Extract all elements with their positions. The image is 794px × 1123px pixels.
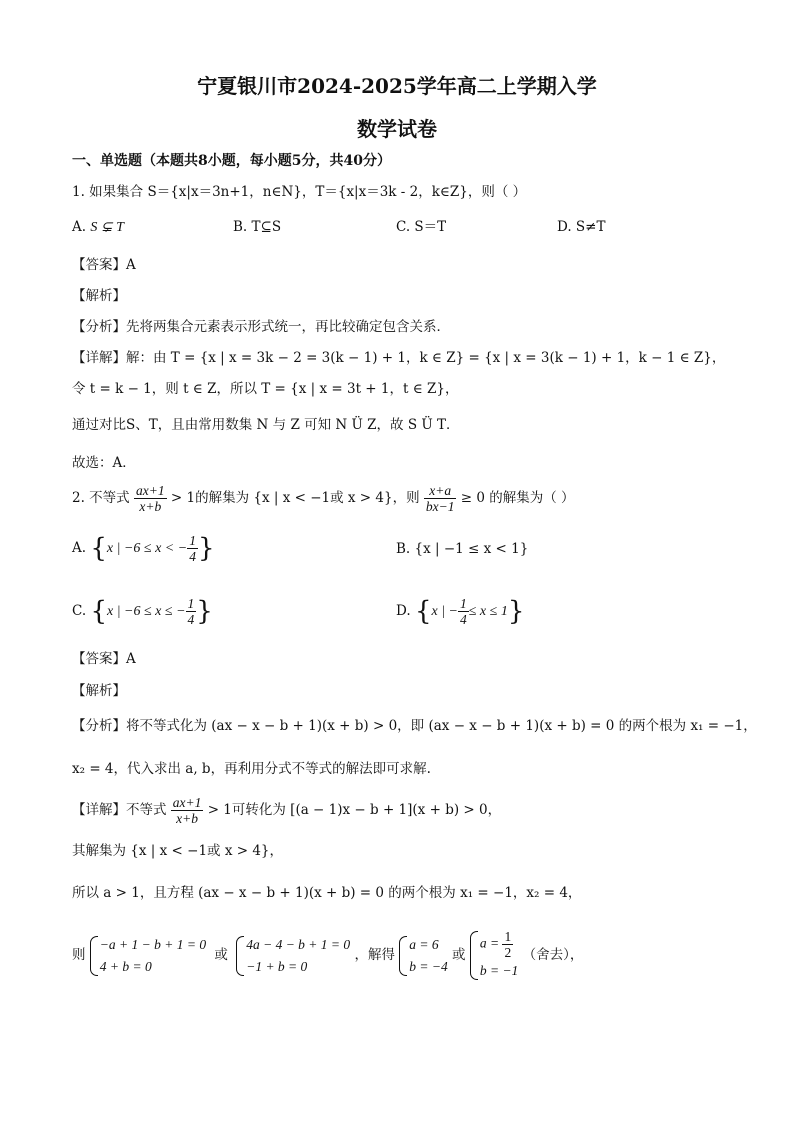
q2-detail-line1 bbox=[72, 790, 501, 830]
q2-option-d-post: ≤ x ≤ 1 bbox=[468, 604, 508, 619]
q2-option-c-text: x | −6 ≤ x ≤ − bbox=[106, 604, 186, 619]
q1-fenxi bbox=[72, 318, 450, 336]
system-row: 4a − 4 − b + 1 = 0 bbox=[246, 936, 351, 952]
frac-num: ax+1 bbox=[172, 795, 202, 810]
q2-stem bbox=[72, 478, 575, 518]
brace-left: { bbox=[90, 596, 107, 627]
frac-den: bx−1 bbox=[425, 499, 455, 514]
detail-text: 不等式 bbox=[126, 802, 167, 818]
fenxi-tag: 【分析】 bbox=[72, 718, 126, 734]
answer-tag: 【答案】 bbox=[72, 257, 126, 273]
system-row: b = −1 bbox=[479, 963, 519, 978]
frac-den: 4 bbox=[460, 612, 467, 627]
jiede-text: ，解得 bbox=[354, 947, 395, 963]
system-row: −a + 1 − b + 1 = 0 bbox=[99, 936, 207, 952]
q2-stem-part1: 2. 不等式 bbox=[72, 490, 130, 506]
q2-option-a-text: x | −6 ≤ x < − bbox=[106, 541, 188, 556]
q2-stem-part2: > 1的解集为 {x | x < −1或 x > 4}，则 bbox=[170, 490, 420, 506]
system-row-lhs: a = bbox=[479, 935, 500, 951]
system-row: 4 + b = 0 bbox=[99, 958, 152, 974]
frac-den: 4 bbox=[189, 549, 196, 564]
system-1 bbox=[90, 934, 206, 978]
q1-detail-line4: 故选：A． bbox=[72, 455, 136, 471]
discard-text: （舍去）， bbox=[522, 947, 584, 963]
q2-detail-fraction bbox=[171, 795, 204, 826]
q1-option-a bbox=[72, 218, 124, 237]
q2-analysis-tag: 【解析】 bbox=[72, 683, 126, 699]
answer-value: A bbox=[126, 651, 136, 667]
brace-right: } bbox=[197, 533, 215, 564]
system-2 bbox=[236, 934, 350, 978]
q2-fenxi bbox=[72, 717, 757, 735]
q1-option-a-math: S ⊊ T bbox=[90, 220, 124, 235]
quarter-fraction bbox=[186, 596, 197, 627]
frac-num: x+a bbox=[424, 483, 457, 499]
q2-detail-line2: 其解集为 {x | x < −1或 x > 4}， bbox=[72, 843, 284, 859]
section-heading: 一、单选题（本题共8小题，每小题5分，共40分） bbox=[72, 153, 391, 169]
brace-right: } bbox=[196, 596, 213, 627]
system-3 bbox=[399, 934, 447, 978]
q2-stem-part3: ≥ 0 的解集为（ ） bbox=[460, 490, 575, 506]
fenxi-text: 将不等式化为 (ax − x − b + 1)(x + b) > 0，即 (ax − x − b + 1)(x + b) = 0 的两个根为 x₁ = −1， bbox=[126, 718, 757, 734]
brace-left: { bbox=[90, 533, 107, 564]
frac-num: ax+1 bbox=[135, 483, 165, 498]
q2-option-a-label: A. bbox=[72, 540, 87, 556]
q1-detail-line3: 通过对比S、T，且由常用数集 N 与 Z 可知 N Ü Z，故 S Ü T． bbox=[72, 417, 460, 433]
half-fraction bbox=[502, 929, 513, 960]
frac-num: 1 bbox=[504, 929, 512, 944]
q2-answer bbox=[72, 650, 136, 668]
frac-num: 1 bbox=[460, 596, 467, 611]
ze-text: 则 bbox=[72, 947, 86, 963]
detail-text-2: > 1可转化为 [(a − 1)x − b + 1](x + b) > 0， bbox=[207, 802, 502, 818]
xiangjie-tag: 【详解】 bbox=[72, 350, 126, 366]
q1-option-c: C. S＝T bbox=[396, 219, 447, 235]
q2-option-d-pre: x | − bbox=[431, 604, 458, 619]
system-row: a = 6 bbox=[409, 936, 439, 952]
q1-option-d: D. S≠T bbox=[557, 219, 606, 235]
system-row bbox=[480, 929, 518, 960]
fenxi-tag: 【分析】 bbox=[72, 319, 126, 335]
frac-den: 4 bbox=[187, 612, 195, 627]
frac-num: 1 bbox=[189, 533, 196, 548]
doc-subtitle: 数学试卷 bbox=[357, 117, 437, 141]
q2-fraction-2 bbox=[424, 483, 457, 514]
q2-option-d-label: D. bbox=[396, 603, 411, 619]
q2-option-b: B. {x | −1 ≤ x < 1} bbox=[396, 541, 529, 557]
brace-left: { bbox=[414, 596, 432, 627]
system-row: b = −4 bbox=[409, 958, 448, 974]
or-text: 或 bbox=[214, 947, 228, 963]
q1-detail-line1 bbox=[72, 349, 725, 367]
detail-text: 解：由 T = {x | x = 3k − 2 = 3(k − 1) + 1，k ∈ Z} = {x | x = 3(k − 1) + 1，k − 1 ∈ Z}， bbox=[126, 350, 726, 366]
q1-answer bbox=[72, 256, 136, 274]
doc-title: 宁夏银川市2024-2025学年高二上学期入学 bbox=[197, 74, 597, 98]
frac-den: x+b bbox=[176, 811, 199, 826]
q2-detail-line4 bbox=[72, 925, 583, 985]
frac-num: 1 bbox=[187, 596, 195, 611]
q2-option-d bbox=[396, 593, 524, 630]
q2-option-c bbox=[72, 593, 213, 630]
quarter-fraction bbox=[187, 533, 198, 564]
q2-option-c-label: C. bbox=[72, 603, 87, 619]
q1-option-b: B. T⊆S bbox=[233, 219, 282, 235]
frac-den: x+b bbox=[139, 499, 162, 514]
q1-option-a-label: A. bbox=[72, 219, 87, 235]
q2-fraction-1 bbox=[134, 483, 167, 514]
answer-tag: 【答案】 bbox=[72, 651, 126, 667]
brace-right: } bbox=[507, 596, 525, 627]
q1-stem: 1. 如果集合 S＝{x|x＝3n+1，n∈N}，T＝{x|x＝3k - 2，k∈Z}，则（ ） bbox=[72, 184, 527, 200]
fenxi-text: 先将两集合元素表示形式统一，再比较确定包含关系． bbox=[126, 319, 450, 335]
q2-option-a bbox=[72, 530, 215, 567]
q1-detail-line2: 令 t = k − 1，则 t ∈ Z，所以 T = {x | x = 3t + 1，t ∈ Z}， bbox=[72, 381, 459, 397]
q2-detail-line3: 所以 a > 1，且方程 (ax − x − b + 1)(x + b) = 0 的两个根为 x₁ = −1，x₂ = 4， bbox=[72, 885, 582, 901]
answer-value: A bbox=[126, 257, 136, 273]
quarter-fraction bbox=[458, 596, 469, 627]
system-4 bbox=[470, 929, 518, 982]
q2-fenxi-line2: x₂ = 4，代入求出 a, b，再利用分式不等式的解法即可求解. bbox=[72, 761, 431, 777]
system-row: −1 + b = 0 bbox=[246, 958, 308, 974]
xiangjie-tag: 【详解】 bbox=[72, 802, 126, 818]
or-text-2: 或 bbox=[452, 947, 466, 963]
frac-den: 2 bbox=[504, 945, 512, 960]
q1-analysis-tag: 【解析】 bbox=[72, 288, 126, 304]
